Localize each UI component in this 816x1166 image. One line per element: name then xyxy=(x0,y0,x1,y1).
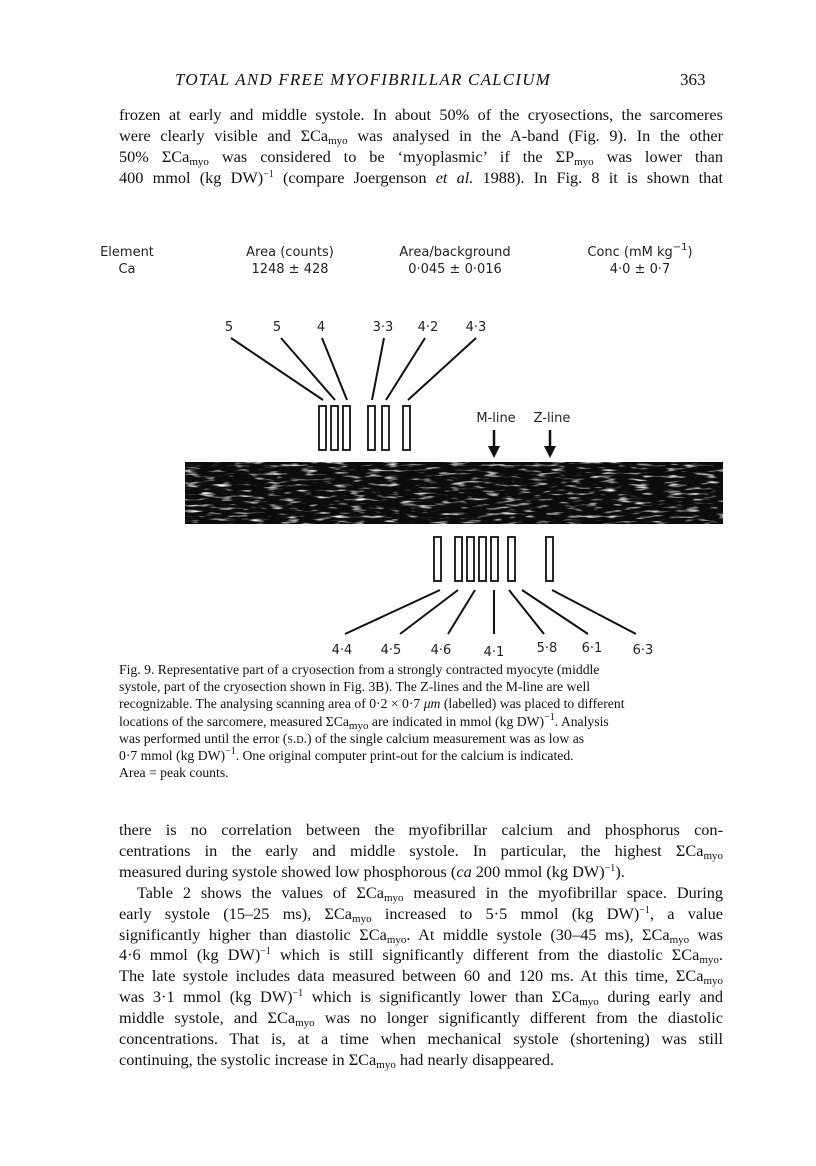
paragraph-top xyxy=(119,105,723,189)
top-value-labels xyxy=(225,320,486,335)
bottom-value-label: 4·6 xyxy=(430,643,452,658)
text-line: 50% ΣCa$_{myo}$ was considered to be ‘myoplasmic’ if the $\Sigma P_{myo}$ was lower than xyxy=(119,146,723,168)
leader-line xyxy=(509,590,544,634)
text-line: significantly higher than diastolic ΣCa$_{myo}$. At middle systole (30–45 ms), ΣCa$_{myo}$ was xyxy=(119,924,723,946)
printout-area-background-column: Area/background 0·045 ± 0·016 xyxy=(399,245,511,277)
leader-line xyxy=(372,338,384,400)
printout-area-column: Area (counts) 1248 ± 428 xyxy=(246,245,334,277)
scan-area-box xyxy=(455,537,462,581)
text-line: concentrations. That is, at a time when mechanical systole (shortening) was still xyxy=(119,1029,723,1049)
scan-area-box xyxy=(319,406,326,450)
leader-line xyxy=(522,590,588,634)
leader-line xyxy=(448,590,475,634)
z-line-label: Z-line xyxy=(533,411,571,426)
figure-9 xyxy=(0,230,816,660)
cryosection-texture xyxy=(185,460,723,526)
scan-area-box xyxy=(467,537,474,581)
bottom-value-labels xyxy=(332,641,654,660)
bottom-value-label: 6·1 xyxy=(581,641,603,656)
symbol-sum-p: ΣP xyxy=(555,146,575,166)
scan-area-box xyxy=(479,537,486,581)
paragraph-bottom xyxy=(119,820,723,1071)
bottom-value-label: 5·8 xyxy=(536,641,558,656)
text-line: there is no correlation between the myofibrillar calcium and phosphorus con- xyxy=(119,820,723,839)
scan-area-box xyxy=(331,406,338,450)
text-line: measured during systole showed low phosphorous (ca 200 mmol (kg DW)$^{-1}$). xyxy=(119,861,625,881)
m-line-label: M-line xyxy=(476,411,516,426)
text-line: Table 2 shows the values of ΣCa$_{myo}$ measured in the myofibrillar space. During xyxy=(137,882,723,904)
leader-line xyxy=(400,590,458,634)
z-line-marker xyxy=(544,430,556,458)
scan-area-box xyxy=(491,537,498,581)
m-line-marker xyxy=(488,430,500,458)
text-line: frozen at early and middle systole. In about 50% of the cryosections, the sarcomeres xyxy=(119,105,723,124)
bottom-leader-lines xyxy=(345,590,636,634)
top-value-label: 4·3 xyxy=(465,320,487,335)
scan-area-box xyxy=(508,537,515,581)
text-line: 400 mmol (kg DW)$^{-1}$ (compare Joergenson et al. 1988). In Fig. 8 it is shown that xyxy=(119,167,724,187)
caption-line: Fig. 9. Representative part of a cryosection from a strongly contracted myocyte (middle xyxy=(119,662,600,677)
caption-line: 0·7 mmol (kg DW)$^{-1}$. One original computer print-out for the calcium is indicated. xyxy=(119,746,574,764)
bottom-value-label: 4·5 xyxy=(380,643,402,658)
text-line: early systole (15–25 ms), ΣCa$_{myo}$ increased to 5·5 mmol (kg DW)$^{-1}$, a value xyxy=(119,903,723,925)
caption-line: systole, part of the cryosection shown in Fig. 3B). The Z-lines and the M-line are well xyxy=(119,679,591,695)
top-leader-lines xyxy=(231,338,476,400)
caption-line: recognizable. The analysing scanning area of 0·2 × 0·7 μm (labelled) was placed to different xyxy=(119,696,625,712)
printout-concentration-column: Conc (mM $kg^{-1}$) 4·0 ± 0·7 xyxy=(587,242,693,277)
running-title: TOTAL AND FREE MYOFIBRILLAR CALCIUM xyxy=(175,70,552,89)
bottom-value-label: 6·3 xyxy=(632,643,654,658)
scan-area-box xyxy=(403,406,410,450)
bottom-scan-boxes xyxy=(434,537,553,581)
sarcomere-diagram xyxy=(0,230,816,660)
text-line: were clearly visible and ΣCa$_{myo}$ was analysed in the A-band (Fig. 9). In the other xyxy=(119,125,723,147)
symbol-sum-ca: ΣCa xyxy=(300,125,329,145)
caption-line: was performed until the error (s.d.) of the single calcium measurement was as low as xyxy=(119,730,585,746)
bottom-value-label: 4·1 xyxy=(483,645,505,660)
figure-caption xyxy=(119,661,723,781)
scan-area-box xyxy=(368,406,375,450)
leader-line xyxy=(345,590,440,634)
text-line: centrations in the early and middle systole. In particular, the highest ΣCa$_{myo}$ xyxy=(119,840,723,862)
leader-line xyxy=(552,590,636,634)
scan-area-box xyxy=(382,406,389,450)
scan-area-box xyxy=(434,537,441,581)
top-scan-boxes xyxy=(319,406,410,450)
text-line: 4·6 mmol (kg DW)$^{-1}$ which is still significantly different from the diastolic ΣCa$_{myo}$. xyxy=(119,945,723,967)
caption-line: locations of the sarcomere, measured ΣCa$_{myo}$ are indicated in mmol (kg DW)$^{-1}$. Analysis xyxy=(119,711,609,732)
text-line: continuing, the systolic increase in ΣCa$_{myo}$ had nearly disappeared. xyxy=(119,1049,555,1071)
micrograph-bottom-edge xyxy=(185,524,723,530)
top-value-label: 4·2 xyxy=(417,320,439,335)
text-line: middle systole, and ΣCa$_{myo}$ was no longer significantly different from the diastolic xyxy=(119,1008,723,1030)
top-value-label: 5 xyxy=(224,320,234,335)
page-header xyxy=(0,70,816,94)
top-value-label: 4 xyxy=(316,320,326,335)
page-number: 363 xyxy=(680,70,706,89)
scan-area-box xyxy=(546,537,553,581)
top-value-label: 3·3 xyxy=(372,320,394,335)
bottom-value-label: 4·4 xyxy=(331,643,353,658)
caption-line: Area = peak counts. xyxy=(119,765,229,781)
scan-area-box xyxy=(343,406,350,450)
top-value-label: 5 xyxy=(272,320,282,335)
text-line: was 3·1 mmol (kg DW)$^{-1}$ which is significantly lower than ΣCa$_{myo}$ during early and xyxy=(119,987,724,1009)
micrograph-top-edge xyxy=(185,456,723,462)
text-line: The late systole includes data measured between 60 and 120 ms. At this time, ΣCa$_{myo}$ xyxy=(119,966,723,988)
printout-element-column: Element Ca xyxy=(100,245,154,277)
